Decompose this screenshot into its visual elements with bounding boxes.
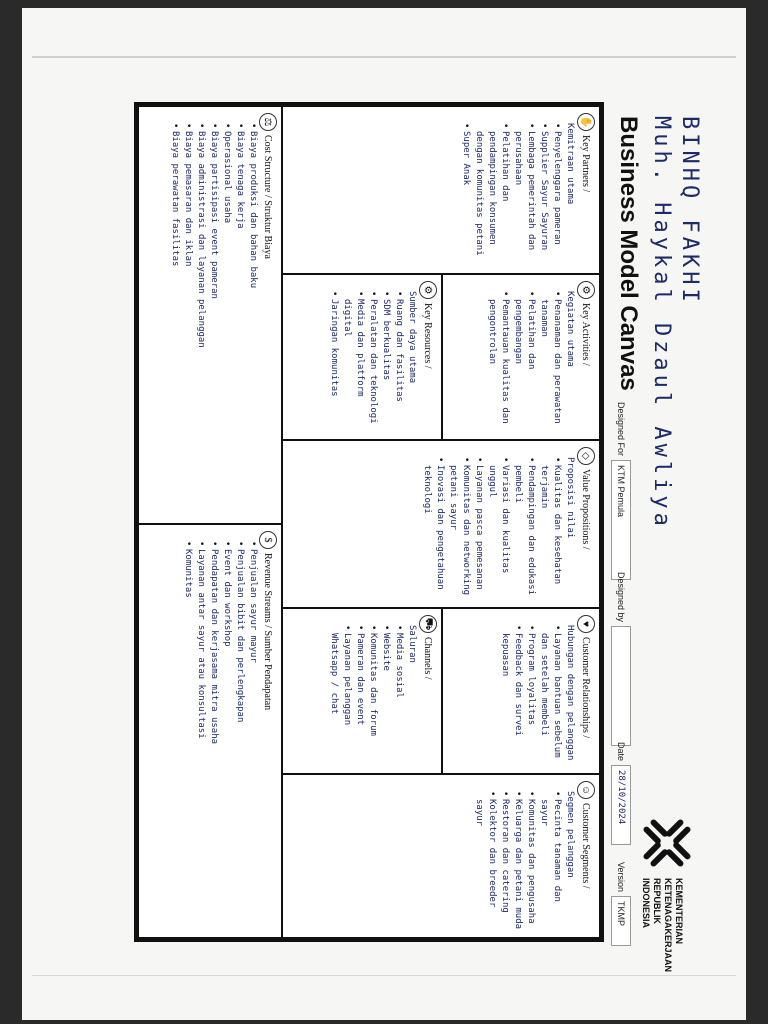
list-item: • Penjualan sayur mayur	[246, 541, 259, 931]
list-item: • Layanan antar sayur atau konsultasi	[194, 541, 207, 931]
balance-scale-icon: ⚖	[259, 113, 277, 131]
list-item: • Layanan pasca pemesanan	[472, 457, 485, 601]
list-item: • Penanaman dan perawatan tanaman	[537, 291, 563, 433]
designed-by-label: Designed by	[616, 572, 626, 623]
list-item: • Biaya partisipasi event pameran	[207, 123, 220, 517]
version-value: TKMP	[611, 896, 631, 946]
list-item: • Jaringan komunitas	[327, 291, 340, 433]
logo-line-2: KETENAGAKERJAAN	[663, 878, 673, 973]
canvas-header	[608, 102, 704, 973]
cost-structure-title: Cost Structure / Struktur Biaya	[262, 135, 274, 259]
version-label: Version	[616, 862, 626, 893]
key-activities-title: Key Activities /	[580, 303, 592, 366]
list-item: • Komunitas dan pengusaha	[524, 791, 537, 931]
designed-by-value	[611, 626, 631, 746]
handwritten-name-2: Muh. Haykal Dzaul Awliya	[649, 116, 674, 530]
list-item: • Pelatihan dan pengembangan	[511, 291, 537, 433]
list-item: • Restoran dan catering	[498, 791, 511, 931]
kemnaker-emblem-icon	[636, 812, 698, 874]
designed-by-field	[610, 572, 632, 746]
list-item: • Inovasi dan pengetahuan teknologi	[420, 457, 446, 601]
list-item: • Media dan platform digital	[340, 291, 366, 433]
list-item: • Event dan workshop	[220, 541, 233, 931]
list-item: • Pameran dan event	[353, 625, 366, 767]
designed-for-label: Designed For	[616, 402, 626, 457]
handwritten-name-1: BINHQ FAKHI	[677, 116, 702, 306]
diamond-icon: ◇	[577, 447, 595, 465]
list-item: • SDM berkualitas	[379, 291, 392, 433]
customer-segments-title: Customer Segments /	[580, 803, 592, 889]
canvas-grid	[134, 102, 604, 942]
paper-fold-line	[32, 56, 736, 58]
list-item: • Operasional usaha	[220, 123, 233, 517]
value-propositions-block	[281, 439, 601, 609]
value-propositions-subtitle: Proposisi nilai	[565, 457, 575, 539]
revenue-streams-block	[137, 523, 283, 939]
gears-icon: ⚙	[577, 281, 595, 299]
paper-fold-line-bottom	[32, 975, 736, 976]
key-activities-subtitle: Kegiatan utama	[565, 291, 575, 367]
list-item: • Program loyalitas	[524, 625, 537, 767]
list-item: • Penjualan bibit dan perlengkapan	[233, 541, 246, 931]
list-item: • Komunitas dan networking petani sayur	[446, 457, 472, 601]
list-item: • Kolektor dan breeder sayur	[472, 791, 498, 931]
list-item: • Supplier Sayur Sayuran	[537, 123, 550, 267]
users-icon: ☺	[577, 781, 595, 799]
revenue-streams-title: Revenue Streams / Sumber Pendapatan	[262, 553, 274, 711]
kemnaker-logo	[628, 812, 698, 973]
logo-line-1: KEMENTERIAN	[674, 878, 684, 945]
truck-icon: ⛟	[419, 615, 437, 633]
list-item: • Pemantauan kualitas dan pengontrolan	[485, 291, 511, 433]
key-partners-title: Key Partners /	[580, 135, 592, 193]
list-item: • Lembaga pemerintah dan perusahaan	[511, 123, 537, 267]
canvas-title: Business Model Canvas	[615, 116, 642, 391]
logo-line-3: REPUBLIK INDONESIA	[641, 878, 662, 929]
date-label: Date	[616, 742, 626, 762]
designed-for-field	[610, 402, 632, 580]
list-item: • Variasi dan kualitas unggul	[485, 457, 511, 601]
list-item: • Penyelenggara pameran	[550, 123, 563, 267]
list-item: • Biaya produksi dan bahan baku	[246, 123, 259, 517]
channels-title: Channels /	[422, 637, 434, 680]
key-activities-block	[441, 273, 601, 441]
list-item: • Layanan pelanggan Whatsapp / chat	[327, 625, 353, 767]
heart-icon: ♥	[577, 615, 595, 633]
key-resources-block	[281, 273, 443, 441]
key-resources-title: Key Resources /	[422, 303, 434, 369]
list-item: • Biaya administrasi dan layanan pelanggan	[194, 123, 207, 517]
key-resources-subtitle: Sumber daya utama	[407, 291, 417, 384]
money-bag-icon: $	[259, 531, 277, 549]
list-item: • Media sosial	[392, 625, 405, 767]
list-item: • Biaya pemasaran dan iklan	[181, 123, 194, 517]
list-item: • Biaya perawatan fasilitas	[168, 123, 181, 517]
channels-block	[281, 607, 443, 775]
handshake-icon: ✋	[577, 113, 595, 131]
list-item: • Pelatihan dan pendampingan konsumen dengan komunitas petani	[472, 123, 511, 267]
designed-for-value: KTM Pemula	[611, 460, 631, 580]
channels-subtitle: Saluran	[407, 625, 417, 663]
factory-icon: ⚙	[419, 281, 437, 299]
key-partners-subtitle: Kemitraan utama	[565, 123, 575, 205]
list-item: • Feedback dan survei kepuasan	[498, 625, 524, 767]
list-item: • Pendapatan dan kerjasama mitra usaha	[207, 541, 220, 931]
list-item: • Website	[379, 625, 392, 767]
list-item: • Biaya tenaga kerja	[233, 123, 246, 517]
list-item: • Pecinta tanaman dan sayur	[537, 791, 563, 931]
list-item: • Komunitas	[181, 541, 194, 931]
list-item: • Super Anak	[459, 123, 472, 267]
date-value: 28/10/2024	[611, 765, 631, 845]
list-item: • Komunitas dan forum	[366, 625, 379, 767]
customer-segments-block	[281, 773, 601, 939]
customer-segments-subtitle: Segmen pelanggan	[565, 791, 575, 878]
business-model-canvas	[124, 102, 704, 973]
list-item: • Keluarga dan petani muda	[511, 791, 524, 931]
list-item: • Ruang dan fasilitas	[392, 291, 405, 433]
list-item: • Kualitas dan kesehatan terjamin	[537, 457, 563, 601]
customer-relationships-title: Customer Relationships /	[580, 637, 592, 739]
list-item: • Layanan bantuan sebelum dan setelah membeli	[537, 625, 563, 767]
customer-relationships-block	[441, 607, 601, 775]
key-partners-block	[281, 105, 601, 275]
list-item: • Pendampingan dan edukasi pembeli	[511, 457, 537, 601]
list-item: • Peralatan dan teknologi	[366, 291, 379, 433]
customer-relationships-subtitle: Hubungan dengan pelanggan	[565, 625, 575, 761]
cost-structure-block	[137, 105, 283, 525]
value-propositions-title: Value Propositions /	[580, 469, 592, 550]
